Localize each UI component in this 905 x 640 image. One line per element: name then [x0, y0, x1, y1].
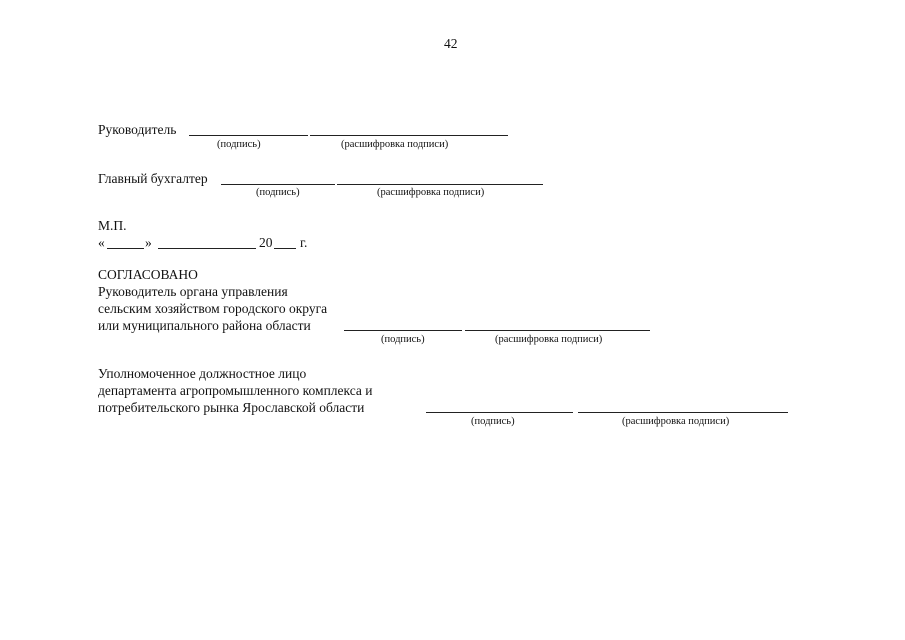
official-line-1: Уполномоченное должностное лицо: [98, 366, 307, 381]
date-month-line: [158, 248, 256, 249]
official-sign-line: [426, 412, 573, 413]
agreed-decode-line: [465, 330, 650, 331]
stamp-label: М.П.: [98, 218, 127, 233]
official-line-2: департамента агропромышленного комплекса и: [98, 383, 373, 398]
head-sign-line: [189, 135, 308, 136]
date-year-line: [274, 248, 296, 249]
page-number: 42: [444, 36, 458, 51]
agreed-line-2: сельским хозяйством городского округа: [98, 301, 328, 316]
date-open-quote: «: [98, 235, 105, 250]
date-year-prefix: 20: [259, 235, 273, 250]
official-decode-caption: (расшифровка подписи): [622, 416, 730, 427]
official-decode-line: [578, 412, 788, 413]
agreed-sign-line: [344, 330, 462, 331]
accountant-label: Главный бухгалтер: [98, 171, 208, 186]
head-sign-caption: (подпись): [217, 139, 261, 150]
head-decode-line: [310, 135, 508, 136]
date-day-line: [107, 248, 144, 249]
date-year-suffix: г.: [300, 235, 308, 250]
agreed-line-3: или муниципального района области: [98, 318, 311, 333]
official-sign-caption: (подпись): [471, 416, 515, 427]
agreed-title: СОГЛАСОВАНО: [98, 267, 198, 282]
date-close-quote: »: [145, 235, 152, 250]
official-line-3: потребительского рынка Ярославской области: [98, 400, 365, 415]
accountant-sign-caption: (подпись): [256, 187, 300, 198]
agreed-decode-caption: (расшифровка подписи): [495, 334, 603, 345]
agreed-sign-caption: (подпись): [381, 334, 425, 345]
accountant-sign-line: [221, 184, 335, 185]
head-decode-caption: (расшифровка подписи): [341, 139, 449, 150]
head-label: Руководитель: [98, 122, 177, 137]
agreed-line-1: Руководитель органа управления: [98, 284, 288, 299]
accountant-decode-line: [337, 184, 543, 185]
accountant-decode-caption: (расшифровка подписи): [377, 187, 485, 198]
